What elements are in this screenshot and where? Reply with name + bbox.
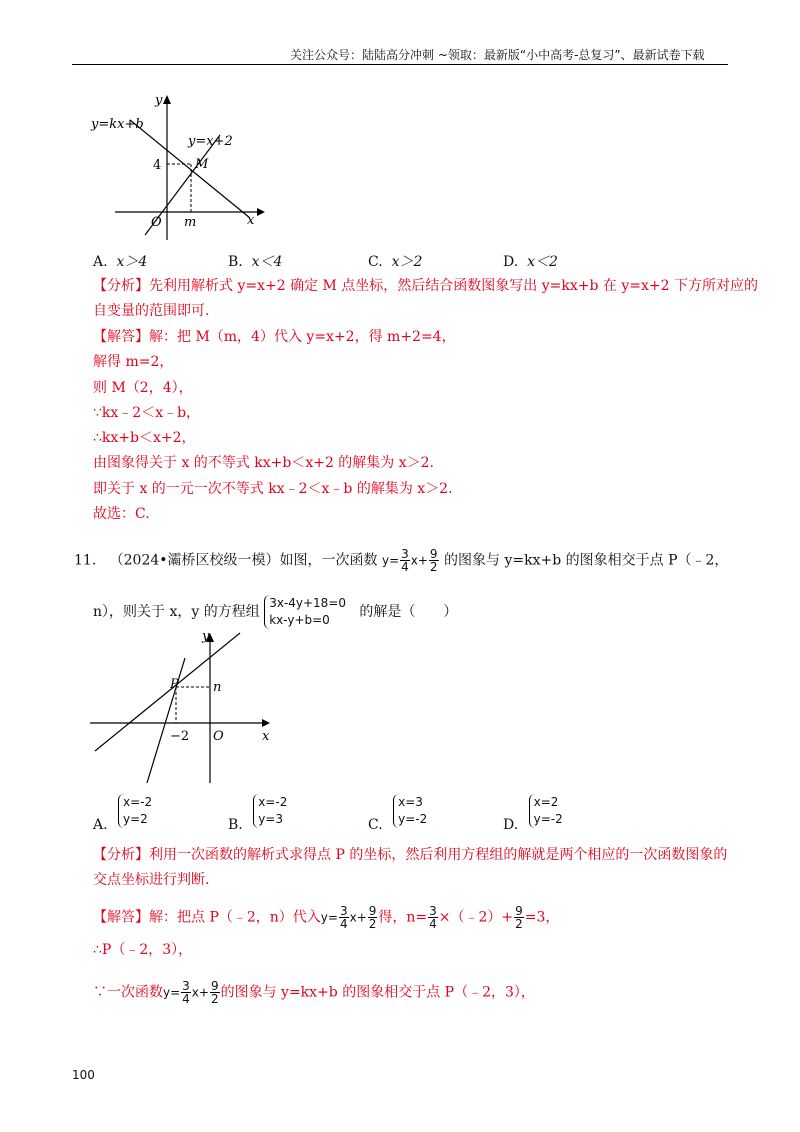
- header-rule: [72, 64, 728, 65]
- q10-solution-line: 则 M（2，4），: [93, 380, 193, 396]
- option-letter: D.: [503, 254, 519, 270]
- sol-part: 得，n=: [378, 909, 428, 926]
- q10-solution-line: ∵kx﹣2＜x﹣b，: [93, 405, 201, 421]
- q11-number: 11.: [74, 552, 97, 569]
- option-letter: B.: [228, 817, 243, 833]
- q11-option-d[interactable]: [503, 794, 563, 833]
- option-letter: A.: [93, 254, 108, 270]
- option-text: x＞4: [116, 254, 148, 270]
- label-x-2: y=x+2: [188, 134, 233, 149]
- option-letter: C.: [368, 254, 383, 270]
- sol-part: ×（﹣2）+: [438, 909, 514, 926]
- graph-q11: [90, 628, 280, 788]
- q10-solution-line: 故选：C.: [93, 506, 150, 522]
- x-axis-arrow: [257, 208, 265, 216]
- equation: y=2: [123, 812, 148, 826]
- func-y: y=: [163, 985, 181, 1000]
- label-y-axis: y: [202, 629, 210, 644]
- equation: x=3: [398, 795, 423, 809]
- sol-part: ∵一次函数: [93, 984, 163, 1001]
- graph-q10: [85, 90, 275, 250]
- label-y-tick: 4: [153, 158, 162, 173]
- q11-stem-part1: （2024•灞桥区校级一模）如图，一次函数: [109, 552, 378, 569]
- q10-analysis-line2: 自变量的范围即可.: [93, 303, 210, 319]
- label-point-m: M: [195, 157, 209, 172]
- label-origin: O: [213, 729, 224, 744]
- page-header: 关注公众号：陆陆高分冲刺 ~领取：最新版“小中高考-总复习”、最新试卷下载: [290, 48, 705, 62]
- func-y: y=: [381, 553, 400, 568]
- q10-analysis-line1: 【分析】先利用解析式 y=x+2 确定 M 点坐标，然后结合函数图象写出 y=kx+b 在 y=x+2 下方所对应的: [93, 278, 758, 294]
- equation-system: [529, 794, 563, 828]
- fraction: $\frac{3}{4}$: [182, 979, 190, 1006]
- label-x-tick: m: [184, 215, 197, 230]
- equation-system: [118, 794, 152, 828]
- sol-part: 的图象与 y=kx+b 的图象相交于点 P（﹣2，3），: [220, 984, 535, 1001]
- equation: x=-2: [123, 795, 153, 809]
- x-axis-arrow: [262, 719, 270, 727]
- label-n: n: [213, 680, 222, 695]
- q11-stem-line2-part2: 的解是（ ）: [359, 604, 458, 620]
- q11-stem-line1: [74, 548, 728, 573]
- q11-option-b[interactable]: [228, 794, 287, 833]
- func-x: x+: [349, 910, 367, 925]
- q11-stem-line2: [93, 595, 457, 629]
- label-kx-b: y=kx+b: [91, 117, 144, 132]
- fraction: $\frac{3}{4}$: [339, 904, 348, 931]
- func-x: x+: [191, 985, 209, 1000]
- equation: y=3: [258, 812, 283, 826]
- q11-solution-line1: [93, 905, 559, 930]
- label-point-p: P: [170, 677, 179, 692]
- q10-solution-line: 即关于 x 的一元一次不等式 kx﹣2＜x﹣b 的解集为 x＞2.: [93, 481, 453, 497]
- q11-analysis-line2: 交点坐标进行判断.: [93, 872, 210, 888]
- page-number: 100: [72, 1068, 95, 1082]
- label-y-axis: y: [155, 93, 163, 108]
- label-x-axis: x: [262, 729, 270, 744]
- equation-system: [264, 595, 346, 629]
- q10-option-c[interactable]: [368, 251, 422, 271]
- option-letter: D.: [503, 817, 519, 833]
- option-letter: B.: [228, 254, 243, 270]
- q11-option-c[interactable]: [368, 794, 427, 833]
- equation: y=-2: [533, 812, 563, 826]
- label-x-tick: −2: [170, 729, 190, 744]
- equation: 3x-4y+18=0: [269, 596, 347, 610]
- sol-part: =3，: [524, 909, 560, 926]
- fraction: $\frac{9}{2}$: [368, 904, 377, 931]
- fraction: $\frac{3}{4}$: [401, 547, 409, 574]
- option-text: x＜4: [251, 254, 283, 270]
- equation: x=-2: [258, 795, 288, 809]
- equation: y=-2: [398, 812, 428, 826]
- q11-solution-line3: [93, 980, 535, 1005]
- fraction: $\frac{9}{2}$: [515, 904, 523, 931]
- sol-part: 【解答】解：把点 P（﹣2，n）代入: [93, 909, 321, 926]
- option-letter: C.: [368, 817, 383, 833]
- equation: kx-y+b=0: [269, 613, 330, 627]
- equation: x=2: [533, 795, 559, 809]
- label-x-axis: x: [247, 213, 255, 228]
- fraction: $\frac{9}{2}$: [429, 547, 438, 574]
- equation-system: [253, 794, 287, 828]
- q10-solution-line: ∴kx+b＜x+2，: [93, 430, 196, 446]
- q10-solution-line: 解得 m=2，: [93, 354, 174, 370]
- line-steep: [147, 658, 185, 783]
- label-origin: O: [151, 215, 162, 230]
- option-text: x＜2: [527, 254, 558, 270]
- fraction: $\frac{3}{4}$: [429, 904, 437, 931]
- func-y: y=: [320, 910, 338, 925]
- option-letter: A.: [93, 817, 108, 833]
- q10-option-b[interactable]: [228, 251, 282, 271]
- q11-stem-part2: 的图象与 y=kx+b 的图象相交于点 P（﹣2，: [444, 552, 729, 569]
- q10-solution-line: 【解答】解：把 M（m，4）代入 y=x+2，得 m+2=4，: [93, 329, 456, 345]
- fraction: $\frac{9}{2}$: [210, 979, 219, 1006]
- option-text: x＞2: [391, 254, 423, 270]
- equation-system: [393, 794, 427, 828]
- q10-solution-line: 由图象得关于 x 的不等式 kx+b＜x+2 的解集为 x＞2.: [93, 455, 435, 471]
- q11-analysis-line1: 【分析】利用一次函数的解析式求得点 P 的坐标，然后利用方程组的解就是两个相应的一次函数图象的: [93, 847, 728, 863]
- q10-option-a[interactable]: [93, 251, 147, 271]
- y-axis-arrow: [163, 95, 171, 104]
- q11-stem-line2-part1: n），则关于 x，y 的方程组: [93, 604, 260, 620]
- q10-option-d[interactable]: [503, 251, 558, 271]
- q11-option-a[interactable]: [93, 794, 152, 833]
- func-x: x+: [410, 553, 428, 568]
- q11-solution-line2: ∴P（﹣2，3），: [93, 942, 193, 958]
